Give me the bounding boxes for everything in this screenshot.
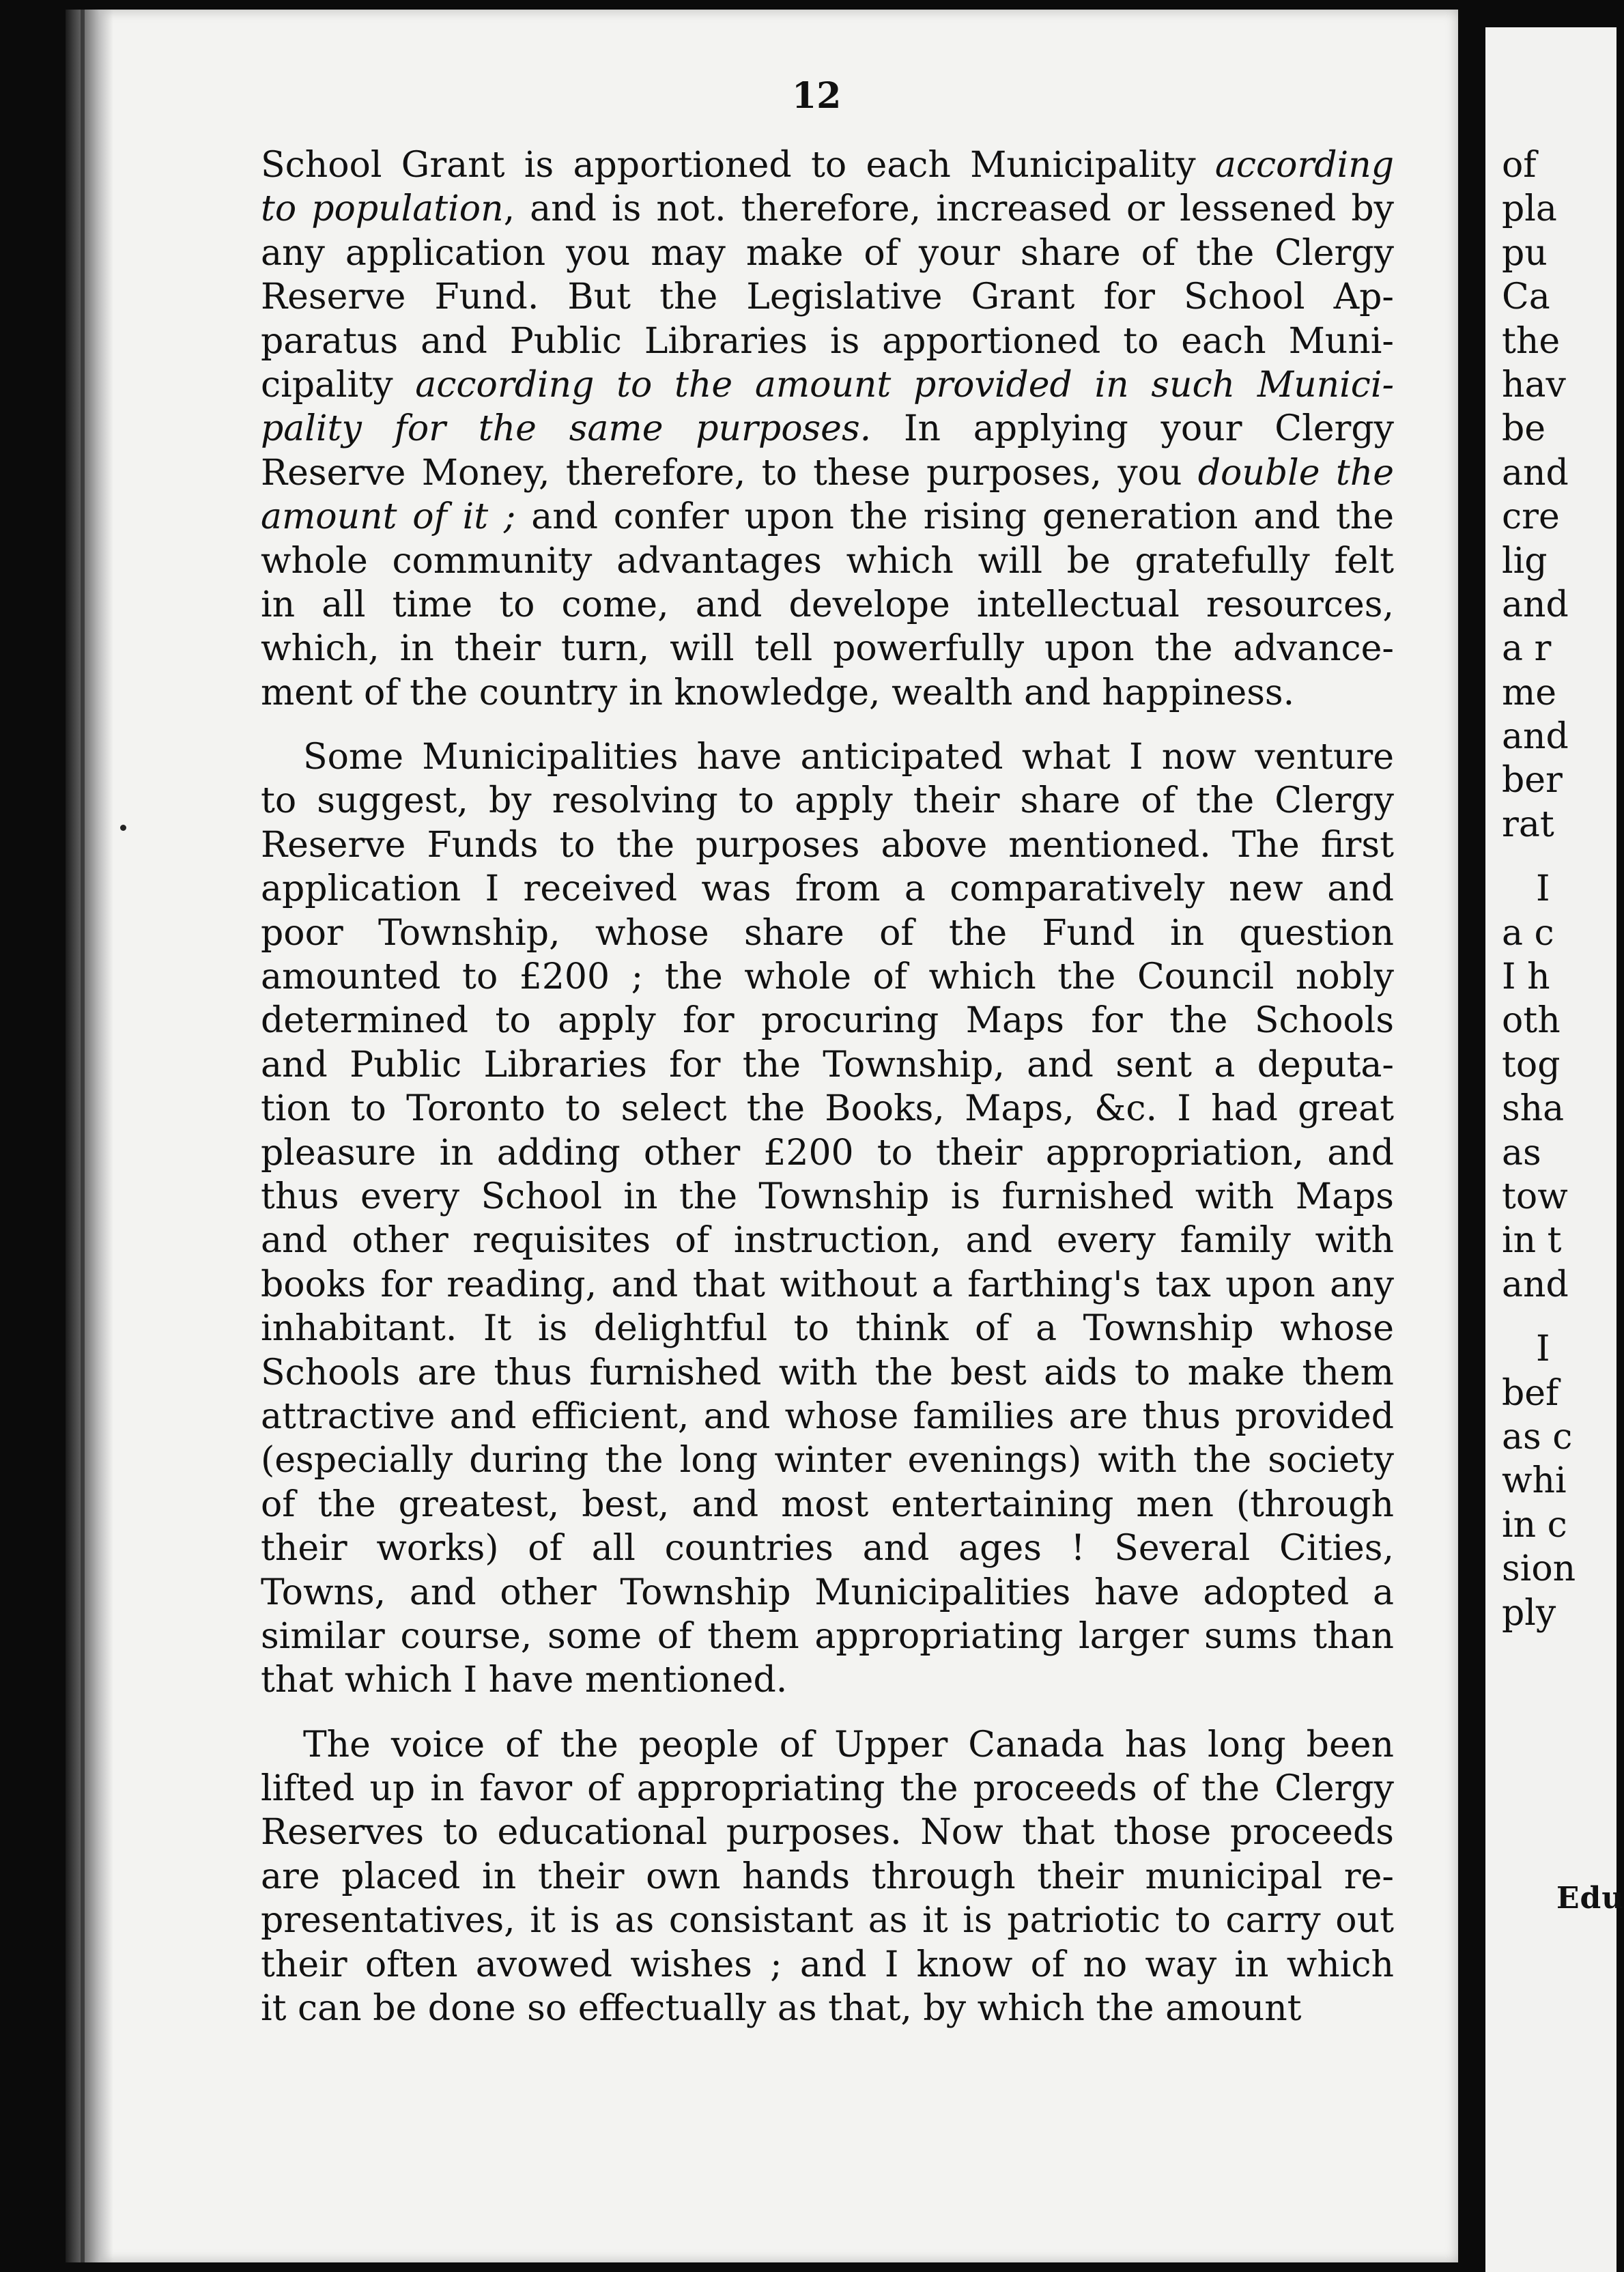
facing-text-fragment: sha	[1502, 1088, 1565, 1130]
facing-text-fragment: a r	[1502, 628, 1552, 670]
gutter-shadow-line	[81, 10, 85, 2262]
facing-text-fragment: pu	[1502, 232, 1548, 274]
text-line: books for reading, and that without a farthing's tax upon any	[261, 1264, 1394, 1305]
text-line: and other requisites of instruction, and every family with	[261, 1220, 1394, 1262]
facing-text-fragment: and	[1502, 1264, 1569, 1305]
text-line: amounted to £200 ; the whole of which the Council nobly	[261, 956, 1394, 998]
text-line: any application you may make of your share of the Clergy	[261, 232, 1394, 274]
facing-text-fragment: and	[1502, 584, 1569, 625]
text-line: in all time to come, and develope intellectual resources,	[261, 584, 1394, 625]
facing-text-fragment: in c	[1502, 1504, 1567, 1546]
paragraph	[261, 143, 1394, 715]
text-line: that which I have mentioned.	[261, 1660, 788, 1701]
text-line: similar course, some of them appropriating larger sums than	[261, 1615, 1394, 1657]
facing-text-fragment: and	[1502, 716, 1569, 758]
facing-text-fragment: and	[1502, 452, 1569, 494]
text-line: determined to apply for procuring Maps for the Schools	[261, 1000, 1394, 1042]
facing-text-fragment: tow	[1502, 1176, 1568, 1217]
text-line: presentatives, it is as consistant as it is patriotic to carry out	[261, 1900, 1394, 1942]
paragraph	[261, 735, 1394, 1703]
facing-text-fragment: hav	[1502, 364, 1566, 406]
facing-text-fragment: me	[1502, 672, 1557, 713]
binding-gutter	[66, 10, 113, 2262]
facing-text-fragment: in t	[1502, 1220, 1562, 1262]
text-line: whole community advantages which will be gratefully felt	[261, 540, 1394, 582]
page-fold	[1458, 0, 1485, 2272]
text-line: paratus and Public Libraries is apportioned to each Muni-	[261, 320, 1394, 362]
text-line: tion to Toronto to select the Books, Maps, &c. I had great	[261, 1088, 1394, 1130]
text-line: cipality according to the amount provided in such Munici-	[261, 364, 1395, 406]
text-line: pleasure in adding other £200 to their appropriation, and	[261, 1132, 1394, 1174]
text-line: are placed in their own hands through their municipal re-	[261, 1856, 1394, 1897]
text-line: thus every School in the Township is furnished with Maps	[261, 1176, 1394, 1217]
page-number: 12	[792, 75, 842, 117]
text-line: The voice of the people of Upper Canada has long been	[303, 1724, 1394, 1765]
facing-text-fragment: ply	[1502, 1592, 1556, 1634]
text-line: Some Municipalities have anticipated what I now venture	[303, 737, 1394, 778]
text-line: their often avowed wishes ; and I know of no way in which	[261, 1944, 1394, 1985]
page-body-text	[261, 143, 1394, 2030]
facing-text-fragment: whi	[1502, 1460, 1567, 1502]
facing-text-fragment: of	[1502, 145, 1537, 186]
text-line: and Public Libraries for the Township, and sent a deputa-	[261, 1044, 1394, 1085]
facing-text-fragment: as c	[1502, 1416, 1573, 1458]
text-line: School Grant is apportioned to each Municipality according	[261, 145, 1394, 186]
text-line: Schools are thus furnished with the best aids to make them	[261, 1352, 1394, 1393]
text-line: poor Township, whose share of the Fund in question	[261, 912, 1394, 954]
text-line: attractive and efficient, and whose families are thus provided	[261, 1395, 1394, 1437]
facing-text-fragment: I	[1536, 1329, 1550, 1370]
facing-text-fragment: oth	[1502, 1000, 1561, 1042]
facing-text-fragment: I h	[1502, 956, 1550, 998]
facing-text-fragment: pla	[1502, 188, 1557, 230]
text-line: Reserve Money, therefore, to these purposes, you double the	[261, 452, 1394, 494]
paragraph-gap	[261, 1703, 1394, 1723]
text-line: ment of the country in knowledge, wealth and happiness.	[261, 672, 1295, 713]
facing-page-heading-fragment: Edu	[1556, 1881, 1624, 1916]
text-line: lifted up in favor of appropriating the proceeds of the Clergy	[261, 1768, 1394, 1810]
text-line: Towns, and other Township Municipalities have adopted a	[261, 1572, 1394, 1613]
paragraph-gap	[261, 715, 1394, 735]
facing-text-fragment: rat	[1502, 804, 1554, 845]
facing-text-fragment: Ca	[1502, 276, 1550, 318]
facing-text-fragment: be	[1502, 408, 1546, 450]
text-line: to suggest, by resolving to apply their share of the Clergy	[261, 780, 1394, 822]
text-line: Reserves to educational purposes. Now that those proceeds	[261, 1812, 1394, 1854]
facing-text-fragment: cre	[1502, 496, 1560, 538]
text-line: (especially during the long winter evenings) with the society	[261, 1440, 1394, 1481]
facing-text-fragment: sion	[1502, 1548, 1576, 1590]
facing-text-fragment: the	[1502, 320, 1561, 362]
text-line: inhabitant. It is delightful to think of a Township whose	[261, 1308, 1394, 1350]
text-line: of the greatest, best, and most entertaining men (through	[261, 1483, 1394, 1525]
text-line: it can be done so effectually as that, by which the amount	[261, 1988, 1302, 2030]
text-line: Reserve Fund. But the Legislative Grant for School Ap-	[261, 276, 1394, 318]
text-line: pality for the same purposes. In applying your Clergy	[261, 408, 1395, 450]
facing-page-text	[1502, 143, 1616, 1635]
facing-paragraph-gap	[1502, 847, 1616, 867]
text-line: amount of it ; and confer upon the rising generation and the	[261, 496, 1395, 538]
facing-text-fragment: I	[1536, 868, 1550, 910]
text-line: their works) of all countries and ages ! Several Cities,	[261, 1528, 1394, 1570]
facing-text-fragment: as	[1502, 1132, 1541, 1174]
facing-text-fragment: tog	[1502, 1044, 1561, 1085]
facing-text-fragment: a c	[1502, 912, 1554, 954]
facing-paragraph-gap	[1502, 1307, 1616, 1327]
text-line: which, in their turn, will tell powerfully upon the advance-	[261, 628, 1394, 670]
text-line: application I received was from a comparatively new and	[261, 868, 1394, 910]
text-line: to population, and is not. therefore, increased or lessened by	[261, 188, 1394, 230]
facing-text-fragment: lig	[1502, 540, 1548, 582]
ink-speck	[120, 825, 126, 831]
facing-text-fragment: ber	[1502, 760, 1563, 801]
text-line: Reserve Funds to the purposes above mentioned. The first	[261, 824, 1394, 866]
facing-text-fragment: bef	[1502, 1372, 1559, 1414]
paragraph	[261, 1723, 1394, 2031]
